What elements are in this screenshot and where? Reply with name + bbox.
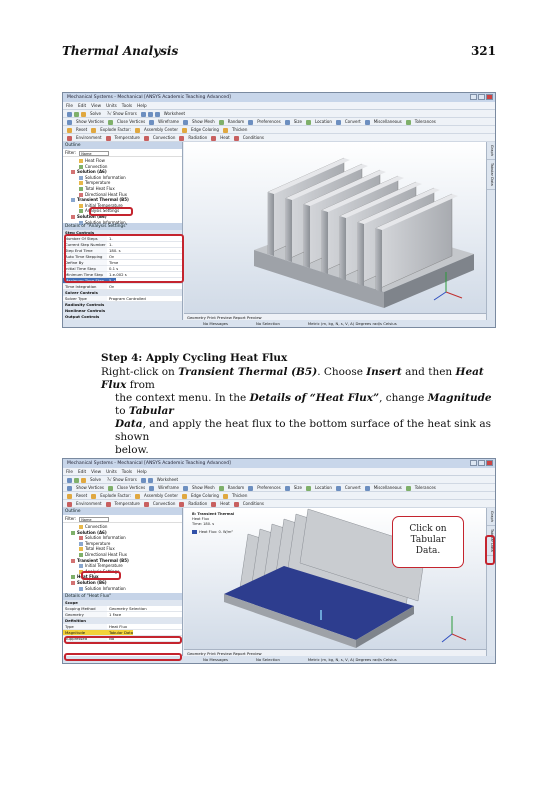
- toolbar2-button[interactable]: Random: [227, 119, 245, 124]
- window-title: Mechanical Systems - Mechanical [ANSYS Academic Teaching Advanced]: [67, 461, 231, 466]
- view-sub2: Time: 180. s: [192, 522, 215, 526]
- toolbar-icon[interactable]: [336, 120, 341, 125]
- toolbar2-button[interactable]: Tolerances: [414, 119, 436, 124]
- menu-view[interactable]: View: [91, 469, 102, 474]
- tree-item-label: Convection: [85, 524, 108, 529]
- graph-tab[interactable]: Graph: [487, 508, 496, 526]
- save-icon[interactable]: [81, 478, 86, 483]
- callout-line: Data.: [415, 546, 441, 556]
- toolbar2-button[interactable]: Miscellaneous: [373, 119, 402, 124]
- tree-node-icon: [71, 531, 75, 535]
- toolbar-explode: [63, 492, 495, 500]
- new-icon[interactable]: [67, 112, 72, 117]
- minimize-button[interactable]: [470, 94, 477, 100]
- text: to: [115, 405, 126, 417]
- toolbar3-button[interactable]: Edge Coloring: [191, 493, 219, 498]
- toolbar-icon[interactable]: [306, 486, 311, 491]
- toolbar2-button[interactable]: Random: [227, 485, 245, 490]
- toolbar3-button[interactable]: Explode Factor:: [100, 493, 131, 498]
- toolbar4-button[interactable]: Conditions: [242, 135, 264, 140]
- emph-tabular: Tabular: [128, 405, 174, 417]
- toolbar2-button[interactable]: Miscellaneous: [373, 485, 402, 490]
- toolbar3-button[interactable]: Edge Coloring: [191, 127, 219, 132]
- window-title-bar: [63, 93, 495, 102]
- tree-node-icon: [71, 215, 75, 219]
- toolbar-icon[interactable]: [248, 120, 253, 125]
- toolbar-icon[interactable]: [108, 486, 113, 491]
- details-title: Details of "Analysis Settings": [63, 223, 182, 230]
- toolbar-icon[interactable]: [406, 486, 411, 491]
- details-value[interactable]: 1.: [109, 242, 113, 247]
- screenshot-heat-flux: [62, 458, 496, 664]
- toolbar-solve: [63, 110, 495, 118]
- details-title: Details of "Heat Flux": [63, 593, 182, 600]
- text: , change: [379, 392, 425, 404]
- tree-item-label: Total Heat Flux: [85, 185, 115, 191]
- open-icon[interactable]: [74, 112, 79, 117]
- details-value[interactable]: No: [109, 636, 115, 641]
- emph-heat-flux: Heat Flux: [101, 366, 484, 391]
- flux-marker: [320, 610, 322, 620]
- toolbar3-button[interactable]: Thicken: [231, 127, 248, 132]
- highlight-step-controls: [64, 234, 184, 283]
- tree-item-label: Analysis Settings: [85, 568, 120, 574]
- details-value[interactable]: Geometry Selection: [109, 606, 147, 611]
- toolbar2-button[interactable]: Preferences: [257, 119, 281, 124]
- text: . Choose: [317, 366, 363, 378]
- tree-item-label: Solution Information: [85, 585, 126, 591]
- details-value[interactable]: Heat Flux: [109, 624, 128, 629]
- maximize-button[interactable]: [478, 460, 485, 466]
- toolbar-icon[interactable]: [183, 120, 188, 125]
- toolbar2-button[interactable]: Wireframe: [158, 119, 180, 124]
- tabular-data-tab[interactable]: Tabular Data: [487, 526, 496, 556]
- menu-units[interactable]: Units: [106, 469, 117, 474]
- tree-item-label: Directional Heat Flux: [85, 551, 127, 557]
- tree-node-icon: [79, 209, 83, 213]
- toolbar-icon[interactable]: [67, 136, 72, 141]
- toolbar-display: [63, 118, 495, 126]
- step-paragraph-cont: [101, 392, 495, 457]
- outline-panel: [63, 508, 183, 656]
- tree-node-icon: [71, 198, 75, 202]
- fin-front: [340, 216, 346, 280]
- toolbar2-button[interactable]: Size: [293, 485, 302, 490]
- toolbar2-button[interactable]: Close Vertices: [117, 485, 146, 490]
- toolbar-icon[interactable]: [365, 486, 370, 491]
- tree-item-label: Transient Thermal (B5): [77, 557, 129, 563]
- tree-item-label: Heat Flow: [85, 158, 105, 163]
- text: and then: [405, 366, 453, 378]
- toolbar3-button[interactable]: Explode Factor:: [100, 127, 131, 132]
- emph-transient-thermal: Transient Thermal (B5): [178, 366, 318, 378]
- show-errors-button[interactable]: ?√ Show Errors: [106, 477, 137, 482]
- tree-item-label: Transient Thermal (B5): [77, 197, 129, 203]
- details-value[interactable]: Time: [109, 260, 119, 265]
- details-key: Solver Type: [63, 296, 107, 301]
- toolbar-icon[interactable]: [306, 120, 311, 125]
- new-icon[interactable]: [67, 478, 72, 483]
- menu-tools[interactable]: Tools: [121, 103, 133, 108]
- tree-item-label: Initial Temperature: [85, 563, 123, 569]
- toolbar4-button[interactable]: Temperature: [114, 135, 140, 140]
- toolbar4-button[interactable]: Conditions: [242, 501, 264, 506]
- toolbar-icon[interactable]: [91, 494, 96, 499]
- toolbar-icon[interactable]: [182, 128, 187, 133]
- toolbar4-button[interactable]: Radiation: [188, 501, 208, 506]
- tree-node-icon: [79, 204, 83, 208]
- tree-node-icon: [79, 176, 83, 180]
- toolbar-explode: [63, 126, 495, 134]
- save-icon[interactable]: [81, 112, 86, 117]
- details-section[interactable]: Nonlinear Controls: [63, 308, 182, 314]
- emph-insert: Insert: [366, 366, 402, 378]
- toolbar-icon[interactable]: [144, 502, 149, 507]
- toolbar2-button[interactable]: Wireframe: [158, 485, 180, 490]
- status-item: No Messages: [203, 657, 228, 662]
- status-item: Metric (m, kg, N, s, V, A) Degrees rad/s Celsius: [307, 321, 397, 326]
- pan-icon[interactable]: [148, 478, 153, 483]
- open-icon[interactable]: [74, 478, 79, 483]
- toolbar2-button[interactable]: Show Mesh: [192, 485, 215, 490]
- text: below.: [115, 444, 149, 456]
- filter-label: Filter:: [65, 150, 77, 155]
- toolbar-icon[interactable]: [219, 486, 224, 491]
- toolbar2-button[interactable]: Tolerances: [414, 485, 436, 490]
- tree-item-label: Solution (A6): [77, 169, 107, 175]
- toolbar-icon[interactable]: [234, 136, 239, 141]
- status-item: No Selection: [256, 657, 280, 662]
- menu-file[interactable]: File: [66, 103, 74, 108]
- view-tabs[interactable]: Geometry Print Preview Report Preview: [184, 313, 486, 320]
- toolbar4-button[interactable]: Environment: [76, 135, 102, 140]
- toolbar4-button[interactable]: Radiation: [188, 135, 208, 140]
- details-key: Suppressed: [63, 636, 107, 641]
- toolbar2-button[interactable]: Location: [314, 485, 332, 490]
- toolbar-icon[interactable]: [67, 494, 72, 499]
- fin-front: [376, 228, 382, 292]
- toolbar-icon[interactable]: [144, 136, 149, 141]
- highlight-heat-flux-node: [81, 568, 121, 580]
- details-value[interactable]: 1 Face: [109, 612, 122, 617]
- toolbar-icon[interactable]: [67, 486, 72, 491]
- details-section[interactable]: Solver Controls: [63, 290, 182, 296]
- toolbar-environment: [63, 500, 495, 508]
- toolbar-icon[interactable]: [149, 120, 154, 125]
- emph-magnitude: Magnitude: [427, 392, 492, 404]
- fin-front: [268, 192, 274, 256]
- details-value[interactable]: On: [109, 284, 115, 289]
- tree-item-label: Solution Information: [85, 174, 126, 180]
- menu-units[interactable]: Units: [106, 103, 117, 108]
- details-value[interactable]: 5. s: [109, 278, 116, 283]
- outline-filter: [63, 515, 182, 523]
- details-key: Maximum Time Step: [63, 278, 107, 283]
- toolbar-icon[interactable]: [234, 502, 239, 507]
- tree-node-icon: [79, 159, 83, 163]
- toolbar3-button[interactable]: Thicken: [231, 493, 248, 498]
- toolbar4-button[interactable]: Environment: [76, 501, 102, 506]
- toolbar-icon[interactable]: [285, 120, 290, 125]
- details-key: Type: [63, 624, 107, 629]
- toolbar-icon[interactable]: [106, 136, 111, 141]
- legend-item: Heat Flux: 0. W/m²: [199, 530, 233, 534]
- toolbar-icon[interactable]: [135, 494, 140, 499]
- toolbar3-button[interactable]: Reset: [76, 127, 88, 132]
- toolbar-icon[interactable]: [183, 486, 188, 491]
- callout-click-tabular-data: [392, 516, 464, 568]
- toolbar3-button[interactable]: Assembly Center: [143, 127, 178, 132]
- screenshot-analysis-settings: [62, 92, 496, 328]
- toolbar2-button[interactable]: Show Vertices: [76, 485, 105, 490]
- details-section[interactable]: Radiosity Controls: [63, 302, 182, 308]
- tree-item-label: Solution (B6): [77, 579, 107, 585]
- status-bar: [63, 320, 495, 327]
- toolbar-icon[interactable]: [135, 128, 140, 133]
- view-title: B: Transient Thermal: [192, 512, 235, 516]
- tree-item-label: Analysis Settings: [85, 208, 120, 214]
- details-value[interactable]: 180. s: [109, 248, 121, 253]
- menu-bar: [63, 468, 495, 476]
- tree-node-icon: [71, 559, 75, 563]
- toolbar3-button[interactable]: Assembly Center: [143, 493, 178, 498]
- filter-select[interactable]: Name: [79, 151, 109, 156]
- filter-select[interactable]: Name: [79, 517, 109, 522]
- toolbar3-button[interactable]: Reset: [76, 493, 88, 498]
- zoom-icon[interactable]: [141, 478, 146, 483]
- details-key: Geometry: [63, 612, 107, 617]
- view-sub1: Heat Flux: [192, 517, 210, 521]
- highlight-tabular-data-tab: [485, 535, 495, 565]
- outline-panel: [63, 142, 183, 320]
- tree-item[interactable]: [65, 586, 180, 592]
- fin-front: [322, 210, 328, 274]
- outline-filter: [63, 149, 182, 157]
- solve-button[interactable]: Solve: [90, 477, 101, 482]
- tabular-data-tab[interactable]: Tabular Data: [487, 160, 496, 190]
- details-section[interactable]: Scope: [63, 600, 182, 606]
- tree-item-label: Solution Information: [85, 535, 126, 541]
- tree-node-icon: [71, 170, 75, 174]
- toolbar-icon[interactable]: [106, 502, 111, 507]
- graphics-viewport[interactable]: [184, 508, 486, 656]
- fit-icon[interactable]: [155, 112, 160, 117]
- menu-help[interactable]: Help: [137, 103, 147, 108]
- toolbar-icon[interactable]: [219, 120, 224, 125]
- worksheet-button[interactable]: Worksheet: [163, 111, 186, 116]
- tree-node-icon: [79, 547, 83, 551]
- emph-data: Data: [115, 418, 143, 430]
- menu-edit[interactable]: Edit: [78, 469, 87, 474]
- right-panel-tabs: [486, 142, 495, 320]
- toolbar-solve: [63, 476, 495, 484]
- outline-tree: [63, 523, 182, 593]
- toolbar-icon[interactable]: [365, 120, 370, 125]
- toolbar-icon[interactable]: [285, 486, 290, 491]
- toolbar2-button[interactable]: Show Vertices: [76, 119, 105, 124]
- tree-node-icon: [79, 193, 83, 197]
- fin-front: [286, 198, 292, 262]
- pan-icon[interactable]: [148, 112, 153, 117]
- highlight-magnitude-row: [64, 653, 182, 661]
- toolbar-icon[interactable]: [179, 136, 184, 141]
- highlight-geometry-row: [64, 636, 182, 644]
- details-value[interactable]: 1.e-002 s: [109, 272, 127, 277]
- status-item: No Selection: [256, 321, 280, 326]
- status-item: Metric (m, kg, N, s, V, A) Degrees rad/s Celsius: [307, 657, 397, 662]
- details-value[interactable]: 1.: [109, 236, 113, 241]
- toolbar2-button[interactable]: Preferences: [257, 485, 281, 490]
- axis-triad: [442, 616, 466, 642]
- toolbar2-button[interactable]: Convert: [344, 119, 361, 124]
- tree-item-label: Directional Heat Flux: [85, 191, 127, 197]
- details-value[interactable]: Program Controlled: [109, 296, 146, 301]
- details-value[interactable]: 0.1 s: [109, 266, 119, 271]
- tree-item-label: Heat Flux: [77, 574, 99, 580]
- close-button[interactable]: [486, 94, 493, 100]
- details-key: Auto Time Stepping: [63, 254, 107, 259]
- tree-node-icon: [71, 575, 75, 579]
- close-button[interactable]: [486, 460, 493, 466]
- zoom-icon[interactable]: [141, 112, 146, 117]
- toolbar-icon[interactable]: [179, 502, 184, 507]
- highlight-analysis-settings: [89, 207, 133, 216]
- tree-item-label: Solution (B6): [77, 213, 107, 219]
- show-errors-button[interactable]: ?√ Show Errors: [106, 111, 137, 116]
- details-key: Define By: [63, 260, 107, 265]
- text: , and apply the heat flux to the bottom surface of the heat sink as shown: [115, 418, 491, 443]
- details-key: Current Step Number: [65, 242, 106, 247]
- outline-title: Outline: [63, 508, 182, 515]
- tree-node-icon: [79, 525, 83, 529]
- text: from: [129, 379, 155, 391]
- details-section[interactable]: Output Controls: [63, 314, 182, 320]
- details-value[interactable]: Tabular Data: [109, 630, 134, 635]
- chapter-title: Thermal Analysis: [62, 44, 179, 58]
- step-heading: Step 4: Apply Cycling Heat Flux: [101, 352, 288, 364]
- details-key: Initial Time Step: [63, 266, 107, 271]
- graph-tab[interactable]: Graph: [487, 142, 496, 160]
- toolbar-icon[interactable]: [223, 128, 228, 133]
- toolbar2-button[interactable]: Show Mesh: [192, 119, 215, 124]
- tree-item-label: Temperature: [85, 180, 111, 186]
- details-section[interactable]: Definition: [63, 618, 182, 624]
- emph-details-heat-flux: Details of “Heat Flux”: [249, 392, 380, 404]
- tree-node-icon: [79, 165, 83, 169]
- toolbar2-button[interactable]: Close Vertices: [117, 119, 146, 124]
- toolbar4-button[interactable]: Heat: [220, 501, 230, 506]
- toolbar4-button[interactable]: Convection: [152, 135, 176, 140]
- toolbar-icon[interactable]: [67, 128, 72, 133]
- menu-tools[interactable]: Tools: [121, 469, 133, 474]
- toolbar4-button[interactable]: Convection: [152, 501, 176, 506]
- details-key: Number Of Steps: [63, 236, 107, 241]
- solve-button[interactable]: Solve: [90, 111, 101, 116]
- tree-item-label: Temperature: [85, 540, 111, 546]
- toolbar-icon[interactable]: [406, 120, 411, 125]
- toolbar2-button[interactable]: Location: [314, 119, 332, 124]
- running-header: [62, 44, 496, 60]
- page-number: 321: [470, 44, 496, 58]
- details-value[interactable]: On: [109, 254, 115, 259]
- menu-edit[interactable]: Edit: [78, 103, 87, 108]
- toolbar-icon[interactable]: [91, 128, 96, 133]
- minimize-button[interactable]: [470, 460, 477, 466]
- filter-label: Filter:: [65, 516, 77, 521]
- tree-item-label: Convection: [85, 163, 108, 169]
- toolbar-icon[interactable]: [67, 120, 72, 125]
- toolbar-icon[interactable]: [108, 120, 113, 125]
- callout-line: Tabular: [410, 535, 446, 545]
- text: Right-click on: [101, 366, 175, 378]
- toolbar-display: [63, 484, 495, 492]
- tree-node-icon: [79, 553, 83, 557]
- details-key: Scoping Method: [63, 606, 107, 611]
- text: the context menu. In the: [115, 392, 247, 404]
- tree-node-icon: [79, 187, 83, 191]
- menu-bar: [63, 102, 495, 110]
- details-key: Step End Time: [63, 248, 107, 253]
- window-title-bar: [63, 459, 495, 468]
- details-section[interactable]: Step Controls: [63, 230, 182, 236]
- worksheet-button[interactable]: Worksheet: [156, 477, 179, 482]
- step-instructions: [101, 352, 495, 457]
- toolbar-icon[interactable]: [211, 136, 216, 141]
- right-panel-tabs: [486, 508, 495, 656]
- tree-node-icon: [79, 181, 83, 185]
- toolbar2-button[interactable]: Convert: [344, 485, 361, 490]
- tree-item-label: Total Heat Flux: [85, 546, 115, 552]
- callout-line: Click on: [409, 524, 447, 534]
- step-paragraph: [101, 366, 495, 392]
- toolbar-icon[interactable]: [182, 494, 187, 499]
- toolbar-icon[interactable]: [67, 502, 72, 507]
- toolbar-icon[interactable]: [149, 486, 154, 491]
- menu-help[interactable]: Help: [137, 469, 147, 474]
- details-key: Time Integration: [63, 284, 107, 289]
- menu-file[interactable]: File: [66, 469, 74, 474]
- tree-node-icon: [79, 564, 83, 568]
- toolbar-icon[interactable]: [336, 486, 341, 491]
- window-title: Mechanical Systems - Mechanical [ANSYS Academic Teaching Advanced]: [67, 95, 231, 100]
- tree-node-icon: [71, 581, 75, 585]
- tree-node-icon: [79, 542, 83, 546]
- toolbar4-button[interactable]: Temperature: [114, 501, 140, 506]
- fin-front: [304, 204, 310, 268]
- toolbar4-button[interactable]: Heat: [220, 135, 230, 140]
- fin-front: [358, 222, 364, 286]
- toolbar-icon[interactable]: [223, 494, 228, 499]
- tree-item-label: Solution (A6): [77, 529, 107, 535]
- toolbar2-button[interactable]: Size: [293, 119, 302, 124]
- tree-node-icon: [79, 587, 83, 591]
- graphics-viewport[interactable]: [184, 142, 486, 320]
- outline-title: Outline: [63, 142, 182, 149]
- maximize-button[interactable]: [478, 94, 485, 100]
- toolbar-environment: [63, 134, 495, 142]
- details-key: Minimum Time Step: [63, 272, 107, 277]
- status-item: No Messages: [203, 321, 228, 326]
- details-key: Magnitude: [63, 630, 107, 635]
- tree-node-icon: [79, 536, 83, 540]
- view-tabs[interactable]: Geometry Print Preview Report Preview: [184, 649, 486, 656]
- toolbar-icon[interactable]: [248, 486, 253, 491]
- menu-view[interactable]: View: [91, 103, 102, 108]
- heat-sink-model: [184, 142, 488, 314]
- toolbar-icon[interactable]: [211, 502, 216, 507]
- tree-item-label: Initial Temperature: [85, 202, 123, 208]
